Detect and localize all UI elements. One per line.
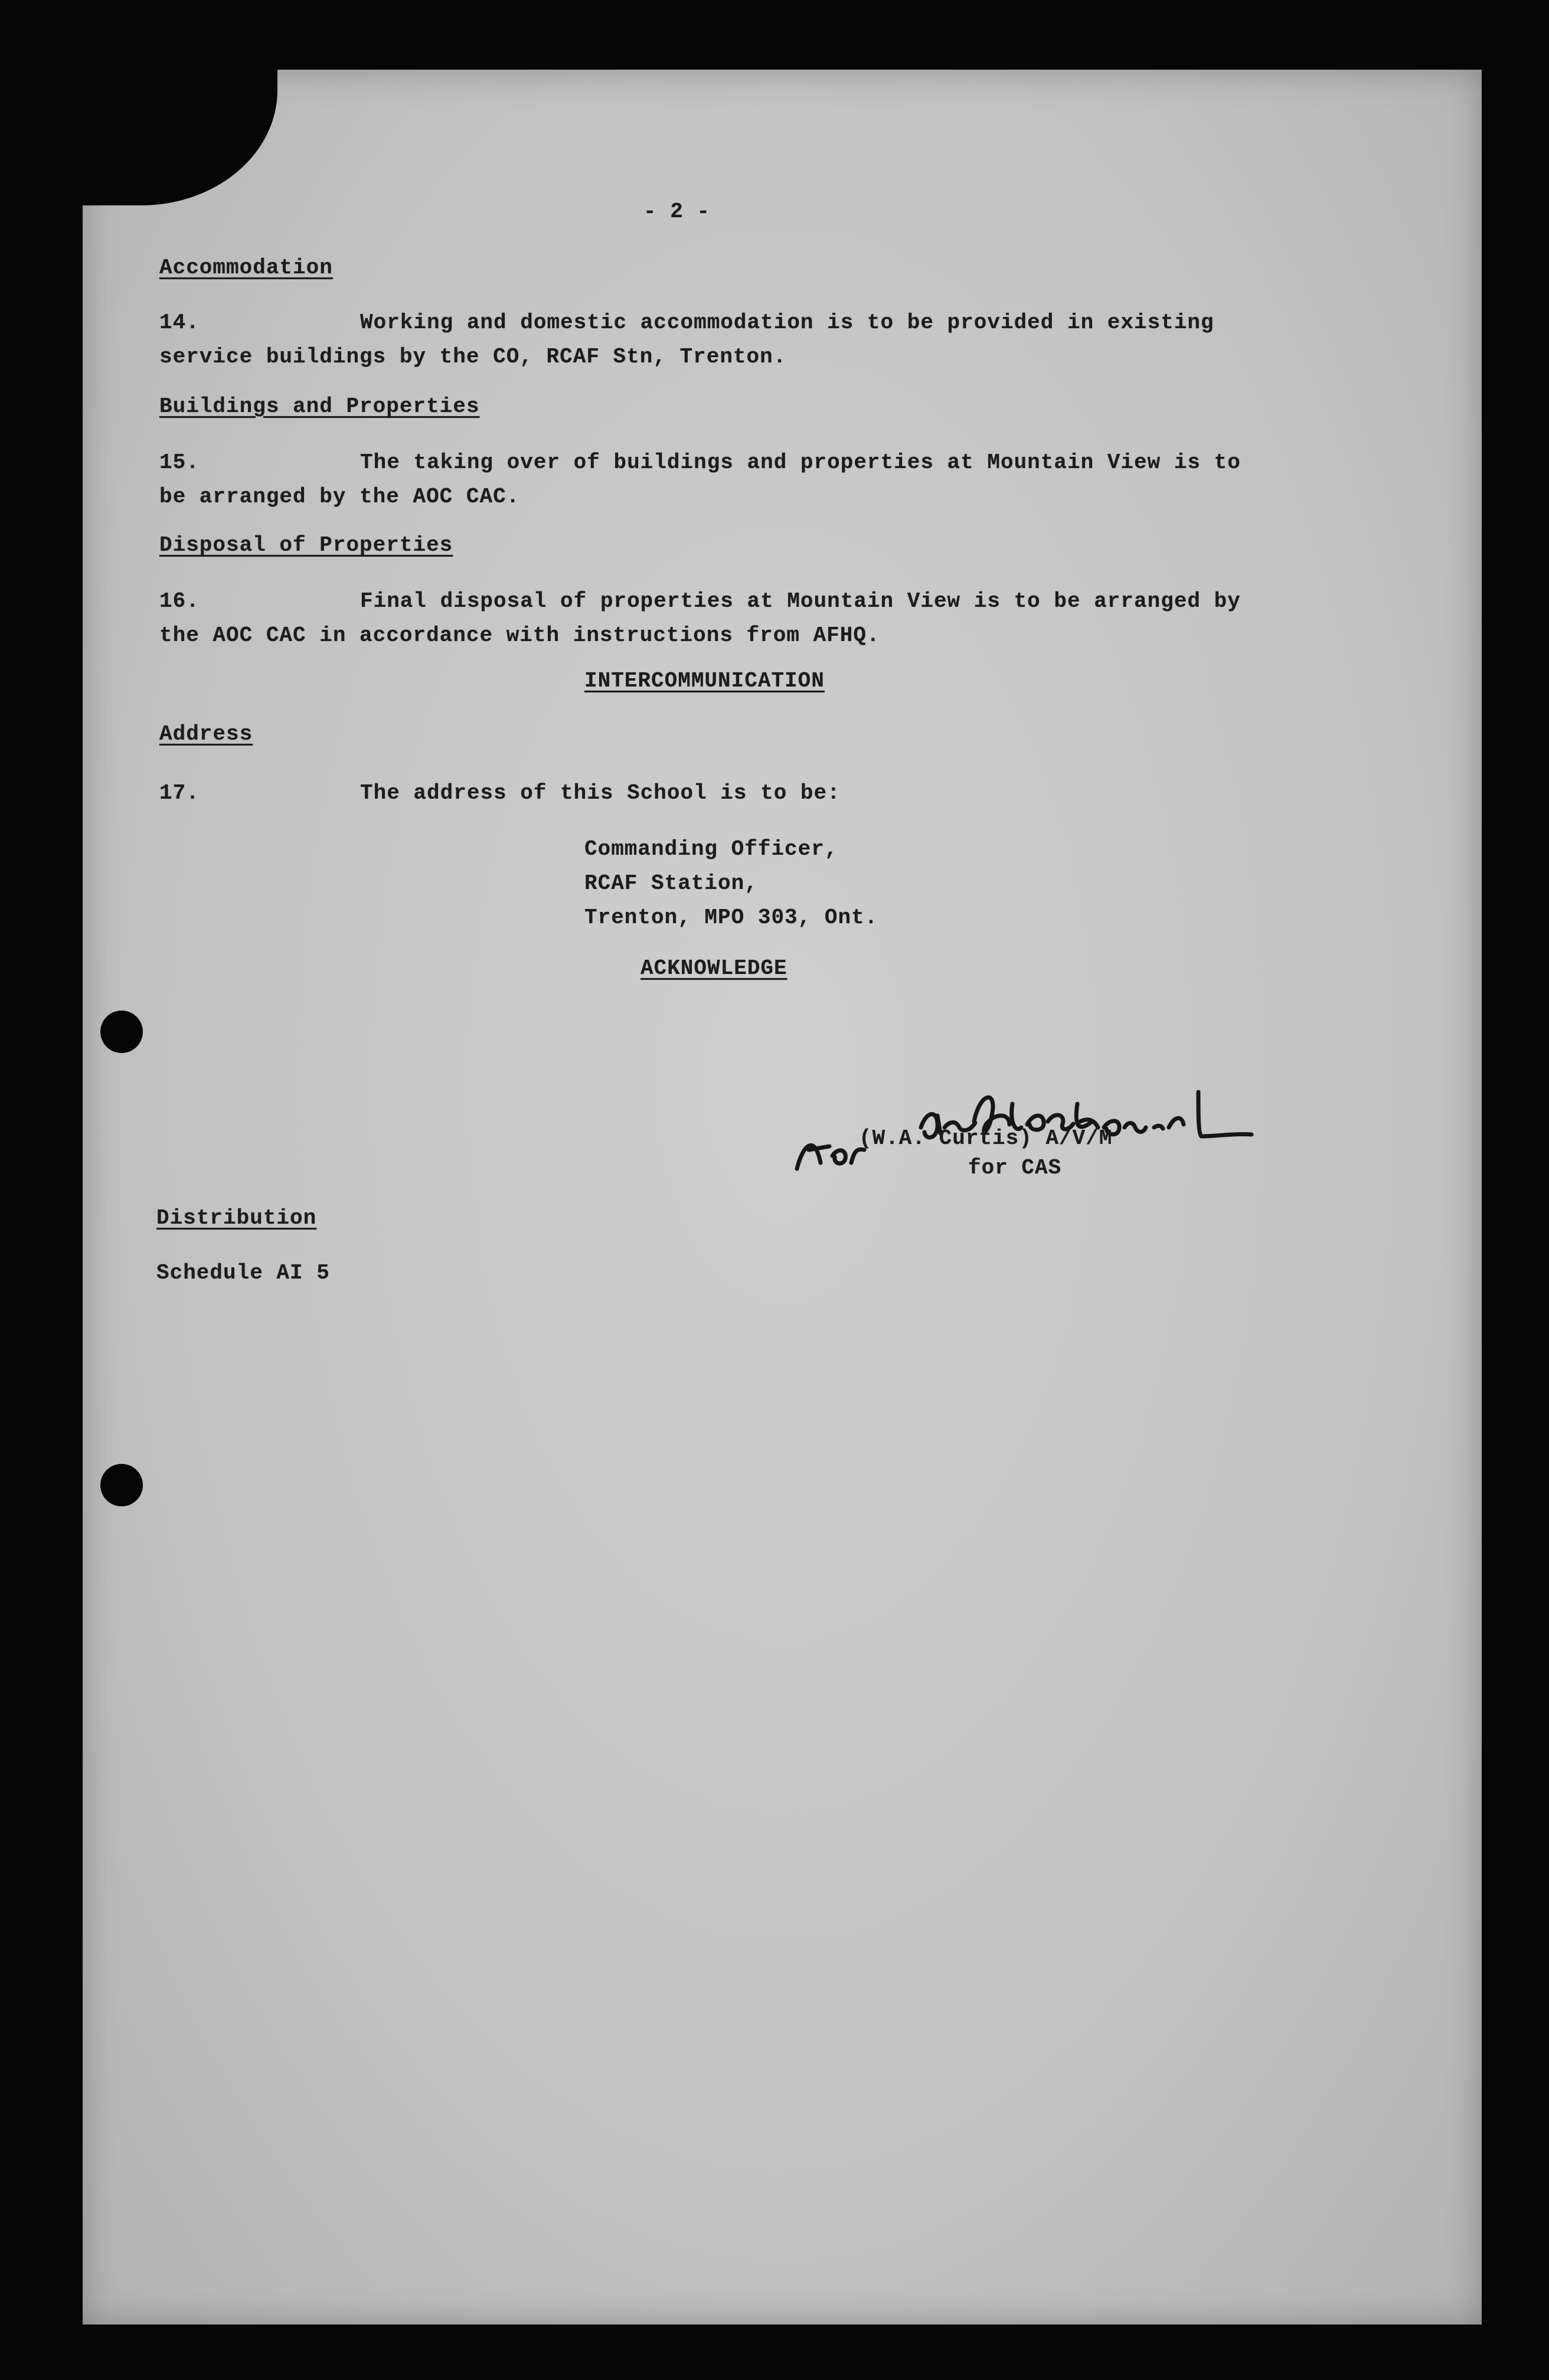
distribution-schedule: Schedule AI 5 bbox=[156, 1261, 330, 1285]
heading-accommodation: Accommodation bbox=[159, 256, 333, 280]
address-line: RCAF Station, bbox=[584, 871, 758, 895]
page-number: - 2 - bbox=[643, 200, 711, 224]
paragraph-17 bbox=[159, 776, 841, 810]
paragraph-line: The taking over of buildings and properties at Mountain View is to bbox=[360, 450, 1241, 475]
address-block bbox=[584, 832, 878, 935]
heading-address: Address bbox=[159, 722, 253, 746]
paragraph-line: be arranged by the AOC CAC. bbox=[159, 485, 520, 509]
signatory-for: for CAS bbox=[968, 1156, 1062, 1180]
paragraph-14 bbox=[159, 306, 1214, 374]
signatory-name: (W.A. Curtis) A/V/M bbox=[859, 1126, 1113, 1150]
paragraph-number: 15. bbox=[159, 450, 200, 475]
paragraph-number: 16. bbox=[159, 589, 200, 613]
punch-hole-top bbox=[100, 1011, 143, 1053]
paragraph-line: the AOC CAC in accordance with instructions from AFHQ. bbox=[159, 623, 880, 648]
paragraph-15 bbox=[159, 446, 1241, 514]
paragraph-line: Working and domestic accommodation is to be provided in existing bbox=[360, 310, 1214, 335]
heading-buildings-and-properties: Buildings and Properties bbox=[159, 394, 480, 419]
paragraph-line: service buildings by the CO, RCAF Stn, Trenton. bbox=[159, 345, 787, 369]
heading-intercommunication: INTERCOMMUNICATION bbox=[584, 669, 825, 693]
address-line: Commanding Officer, bbox=[584, 837, 838, 861]
address-line: Trenton, MPO 303, Ont. bbox=[584, 905, 878, 930]
heading-distribution: Distribution bbox=[156, 1206, 317, 1230]
paragraph-line: Final disposal of properties at Mountain View is to be arranged by bbox=[360, 589, 1241, 613]
heading-acknowledge: ACKNOWLEDGE bbox=[640, 956, 787, 980]
heading-disposal-of-properties: Disposal of Properties bbox=[159, 533, 453, 557]
paragraph-16 bbox=[159, 584, 1241, 653]
paragraph-line: The address of this School is to be: bbox=[360, 781, 841, 805]
paragraph-number: 14. bbox=[159, 310, 200, 335]
paragraph-number: 17. bbox=[159, 781, 200, 805]
punch-hole-bottom bbox=[100, 1464, 143, 1506]
